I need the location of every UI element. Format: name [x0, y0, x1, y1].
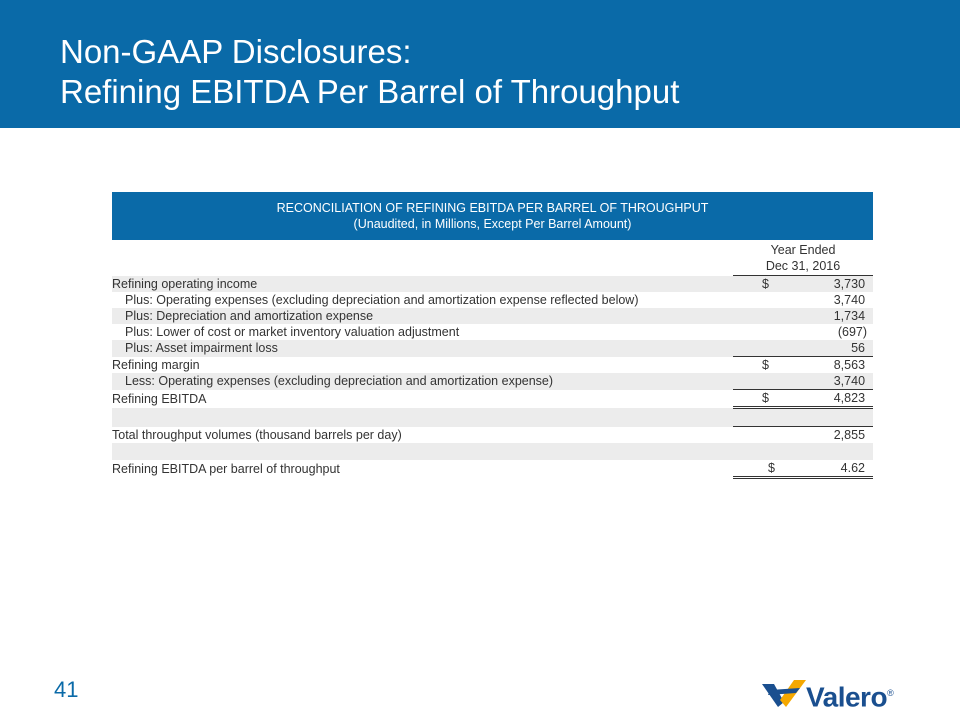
- row-currency: [733, 427, 762, 443]
- brand-wordmark: [806, 676, 893, 714]
- table-row: [112, 308, 873, 324]
- table-header: [112, 192, 873, 240]
- table-row: [112, 460, 873, 478]
- table-row: [112, 373, 873, 390]
- table-row: [112, 340, 873, 357]
- row-value: 4.62: [840, 461, 866, 475]
- slide-title-line-1: Non-GAAP Disclosures:: [60, 33, 412, 70]
- title-band: [0, 0, 960, 128]
- table-header-subtitle: (Unaudited, in Millions, Except Per Barrel Amount): [353, 217, 632, 231]
- registered-mark: ®: [887, 688, 894, 698]
- period-head-line-2: Dec 31, 2016: [765, 259, 841, 273]
- table-header-row: [112, 192, 873, 240]
- row-value: 2,855: [833, 428, 866, 442]
- row-value: 8,563: [833, 358, 866, 372]
- period-column-head: [733, 240, 873, 276]
- row-label: Plus: Asset impairment loss: [112, 340, 733, 357]
- row-value: 3,740: [833, 374, 866, 388]
- row-label: Refining EBITDA per barrel of throughput: [112, 461, 340, 476]
- table-row: [112, 357, 873, 374]
- row-currency: $: [762, 391, 769, 405]
- page-number: 41: [54, 677, 79, 702]
- reconciliation-table: [112, 192, 873, 479]
- row-currency: [733, 373, 762, 389]
- row-currency: [733, 292, 762, 308]
- table-header-title: RECONCILIATION OF REFINING EBITDA PER BARREL OF THROUGHPUT: [276, 201, 709, 215]
- row-value: 1,734: [833, 309, 866, 323]
- row-label: Plus: Operating expenses (excluding depreciation and amortization expense reflected below): [125, 293, 639, 307]
- table-row: [112, 390, 873, 408]
- spacer-row: [112, 408, 873, 427]
- table-row: [112, 324, 873, 340]
- column-head-row: [112, 240, 873, 276]
- valero-logo: [760, 676, 916, 713]
- table-row: [112, 276, 873, 293]
- table-row: [112, 427, 873, 444]
- row-currency: [733, 340, 762, 356]
- row-label: Refining EBITDA: [112, 391, 207, 406]
- brand-name: Valero: [806, 681, 888, 713]
- row-value: 3,730: [833, 277, 866, 291]
- period-head-line-1: Year Ended: [770, 243, 836, 257]
- row-currency: [733, 308, 762, 324]
- row-label: Refining margin: [112, 357, 200, 372]
- row-value: 3,740: [833, 293, 866, 307]
- row-currency: $: [762, 277, 769, 291]
- valero-v-logo-icon: [760, 678, 812, 708]
- row-currency: [733, 324, 762, 340]
- row-label: Refining operating income: [112, 276, 733, 293]
- slide-title-line-2: Refining EBITDA Per Barrel of Throughput: [60, 73, 680, 110]
- row-value: (697): [837, 325, 868, 339]
- table-row: [112, 292, 873, 308]
- row-label: Plus: Depreciation and amortization expense: [112, 308, 733, 324]
- row-currency: $: [762, 358, 769, 372]
- row-label: Less: Operating expenses (excluding depreciation and amortization expense): [112, 373, 733, 390]
- spacer-row: [112, 443, 873, 460]
- row-value: 4,823: [833, 391, 866, 405]
- row-label: Total throughput volumes (thousand barrels per day): [112, 427, 402, 442]
- row-currency: $: [768, 461, 775, 475]
- row-value: 56: [851, 341, 866, 355]
- row-label: Plus: Lower of cost or market inventory valuation adjustment: [125, 325, 460, 339]
